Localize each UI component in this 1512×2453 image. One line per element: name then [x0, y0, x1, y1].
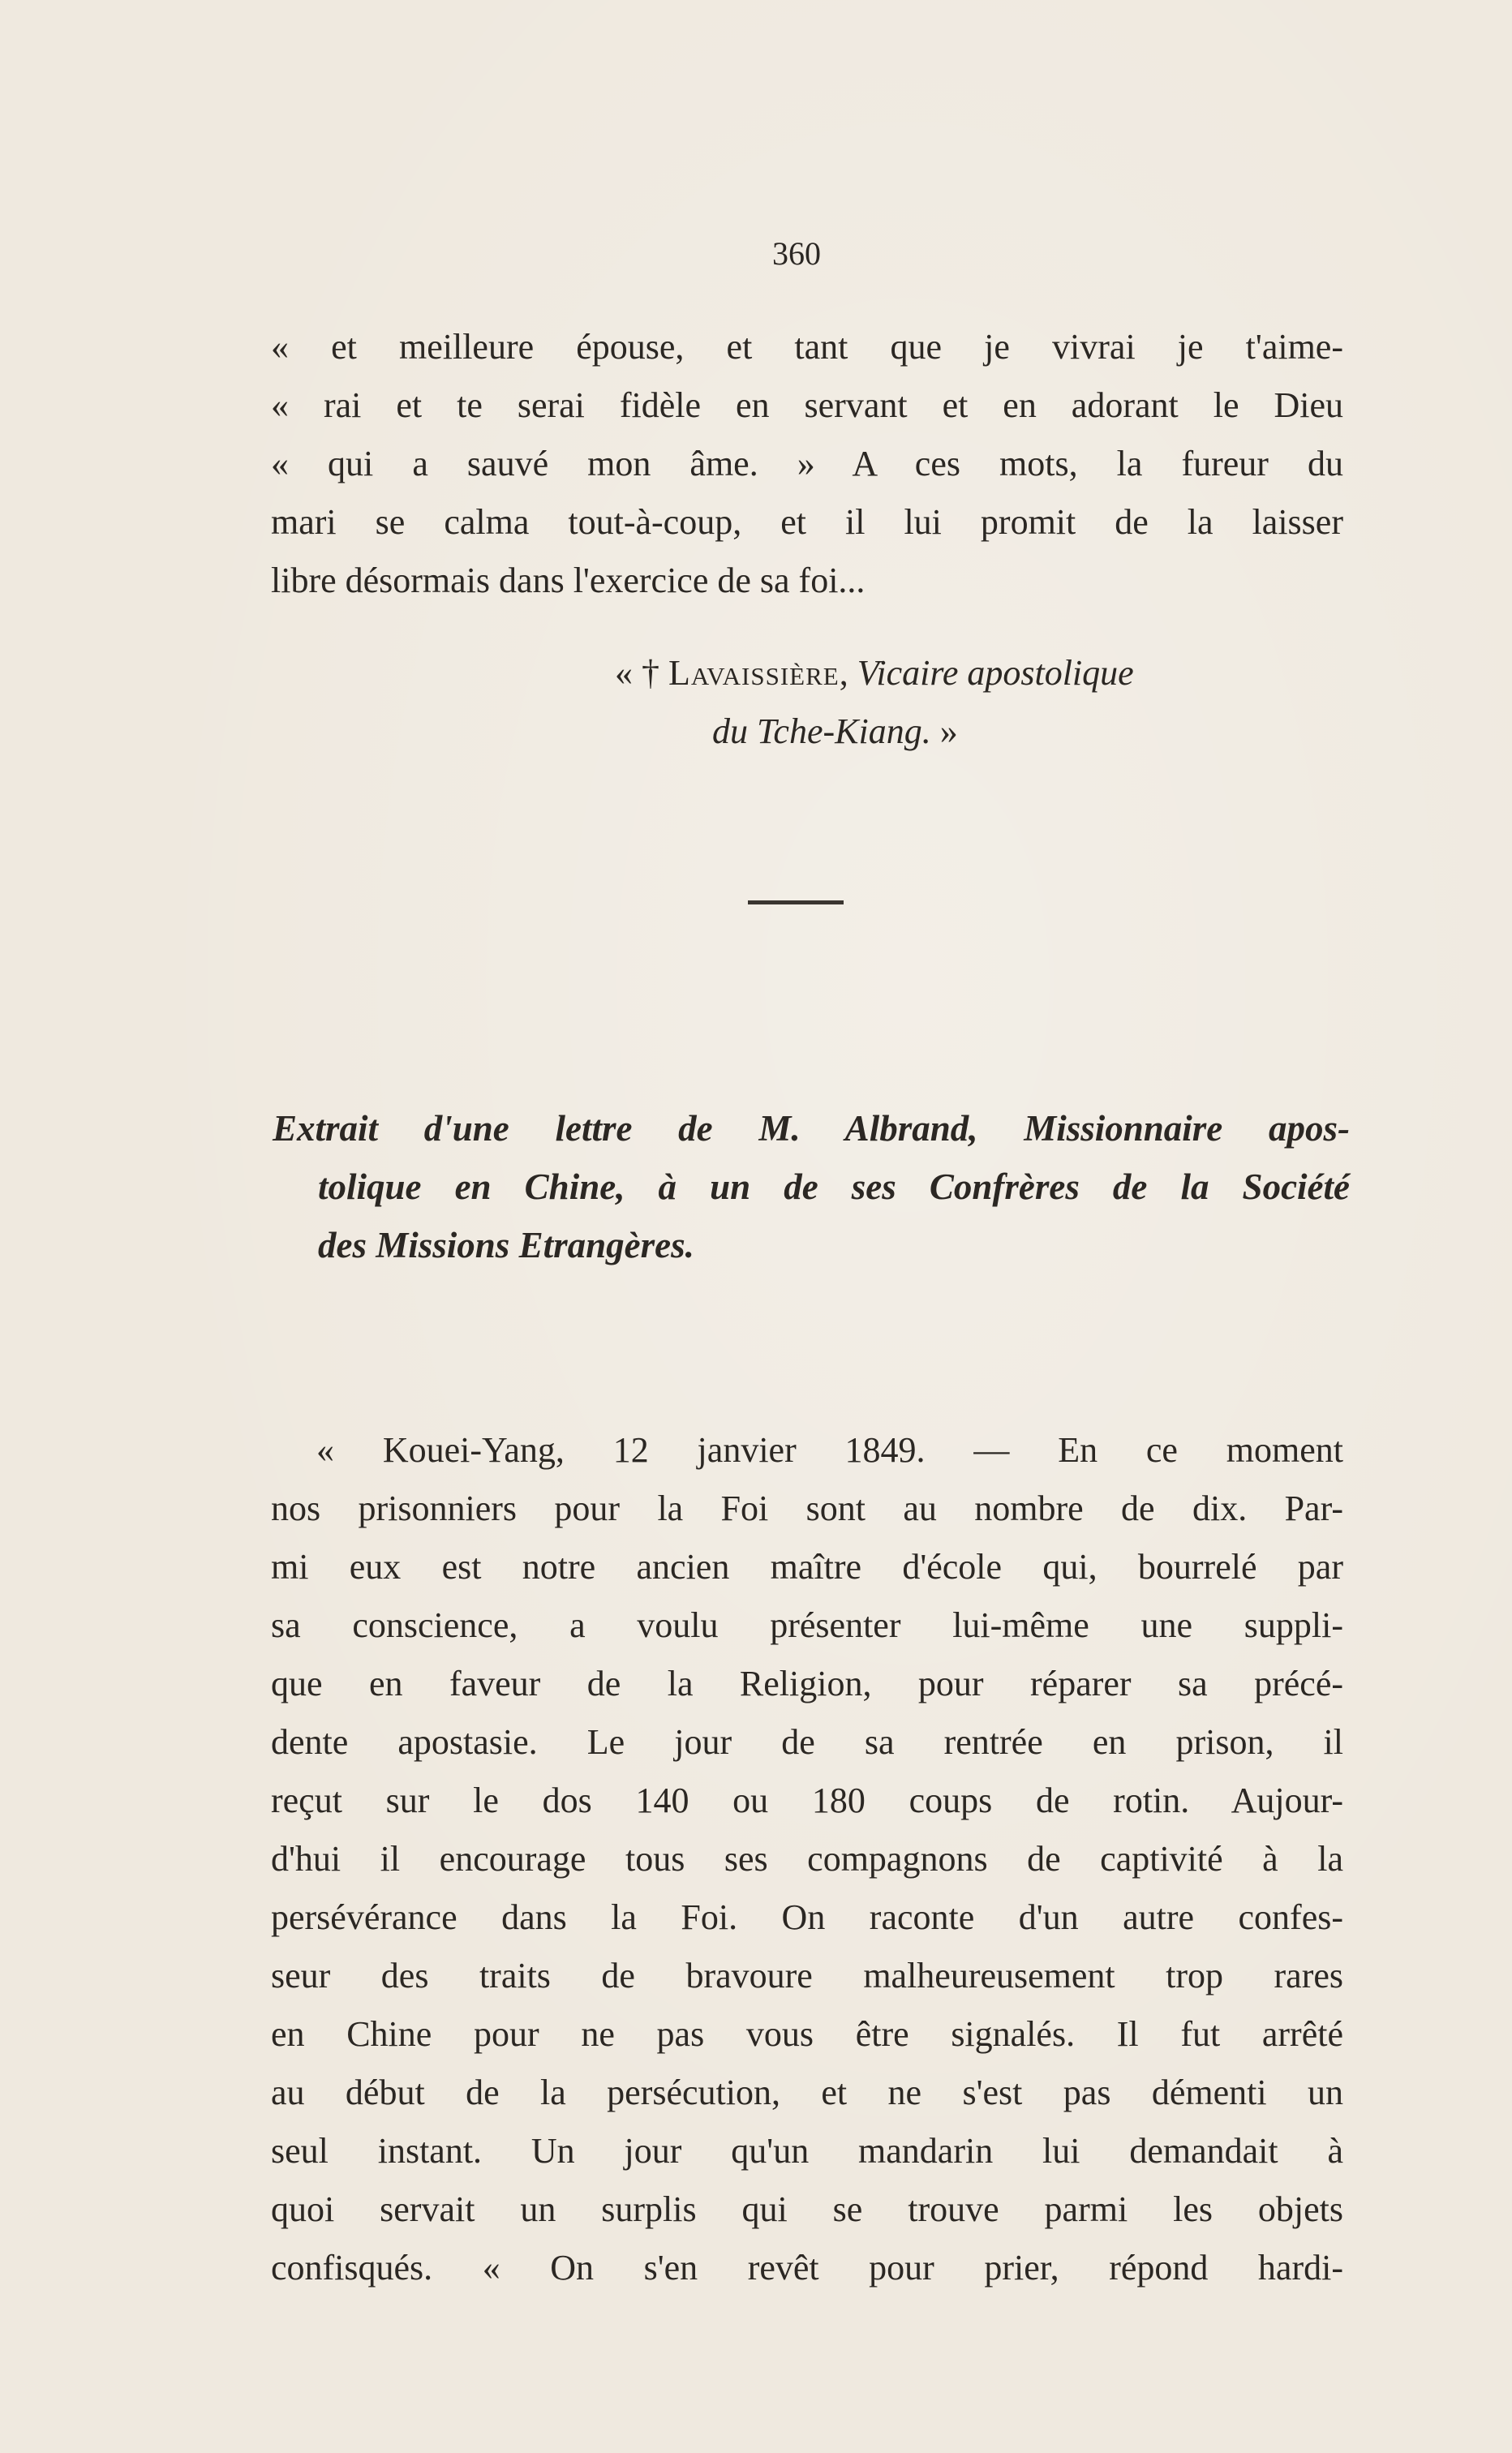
text-line: sa conscience, a voulu présenter lui-même une suppli-	[271, 1605, 1343, 1645]
heading-line: Extrait d'une lettre de M. Albrand, Missionnaire apos-	[273, 1108, 1350, 1149]
text-line: persévérance dans la Foi. On raconte d'un autre confes-	[271, 1897, 1343, 1937]
heading-line: des Missions Etrangères.	[318, 1225, 694, 1265]
text-line: seur des traits de bravoure malheureusement trop rares	[271, 1956, 1343, 1995]
text-line: d'hui il encourage tous ses compagnons de captivité à la	[271, 1839, 1343, 1879]
text-line: mi eux est notre ancien maître d'école qui, bourrelé par	[271, 1547, 1343, 1587]
signature-place: du Tche-Kiang.	[712, 711, 931, 751]
signature-name: Lavaissière	[668, 653, 840, 693]
page-number: 360	[772, 235, 821, 272]
text-line: libre désormais dans l'exercice de sa foi...	[271, 561, 866, 600]
text-line: « Kouei-Yang, 12 janvier 1849. — En ce moment	[316, 1430, 1343, 1470]
section-divider	[748, 900, 844, 904]
text-line: quoi servait un surplis qui se trouve parmi les objets	[271, 2189, 1343, 2229]
text-line: que en faveur de la Religion, pour réparer sa précé-	[271, 1664, 1343, 1703]
heading-line: tolique en Chine, à un de ses Confrères de la Société	[318, 1166, 1350, 1207]
signature-separator: ,	[839, 653, 848, 693]
signature-close-quote: »	[939, 711, 958, 751]
text-line: confisqués. « On s'en revêt pour prier, répond hardi-	[271, 2248, 1343, 2288]
text-line: « rai et te serai fidèle en servant et en adorant le Dieu	[271, 385, 1343, 425]
text-line: dente apostasie. Le jour de sa rentrée en prison, il	[271, 1722, 1343, 1762]
text-line: seul instant. Un jour qu'un mandarin lui demandait à	[271, 2131, 1343, 2171]
signature-line	[615, 649, 1134, 698]
text-line: « et meilleure épouse, et tant que je vivrai je t'aime-	[271, 327, 1343, 367]
signature-place-line	[712, 707, 958, 756]
text-line: au début de la persécution, et ne s'est pas démenti un	[271, 2073, 1343, 2112]
text-line: nos prisonniers pour la Foi sont au nombre de dix. Par-	[271, 1489, 1343, 1528]
text-line: mari se calma tout-à-coup, et il lui promit de la laisser	[271, 502, 1343, 542]
signature-open-quote: « †	[615, 653, 659, 693]
signature-title: Vicaire apostolique	[857, 653, 1134, 693]
text-line: « qui a sauvé mon âme. » A ces mots, la fureur du	[271, 444, 1343, 483]
text-line: en Chine pour ne pas vous être signalés. Il fut arrêté	[271, 2014, 1343, 2054]
text-line: reçut sur le dos 140 ou 180 coups de rotin. Aujour-	[271, 1781, 1343, 1820]
